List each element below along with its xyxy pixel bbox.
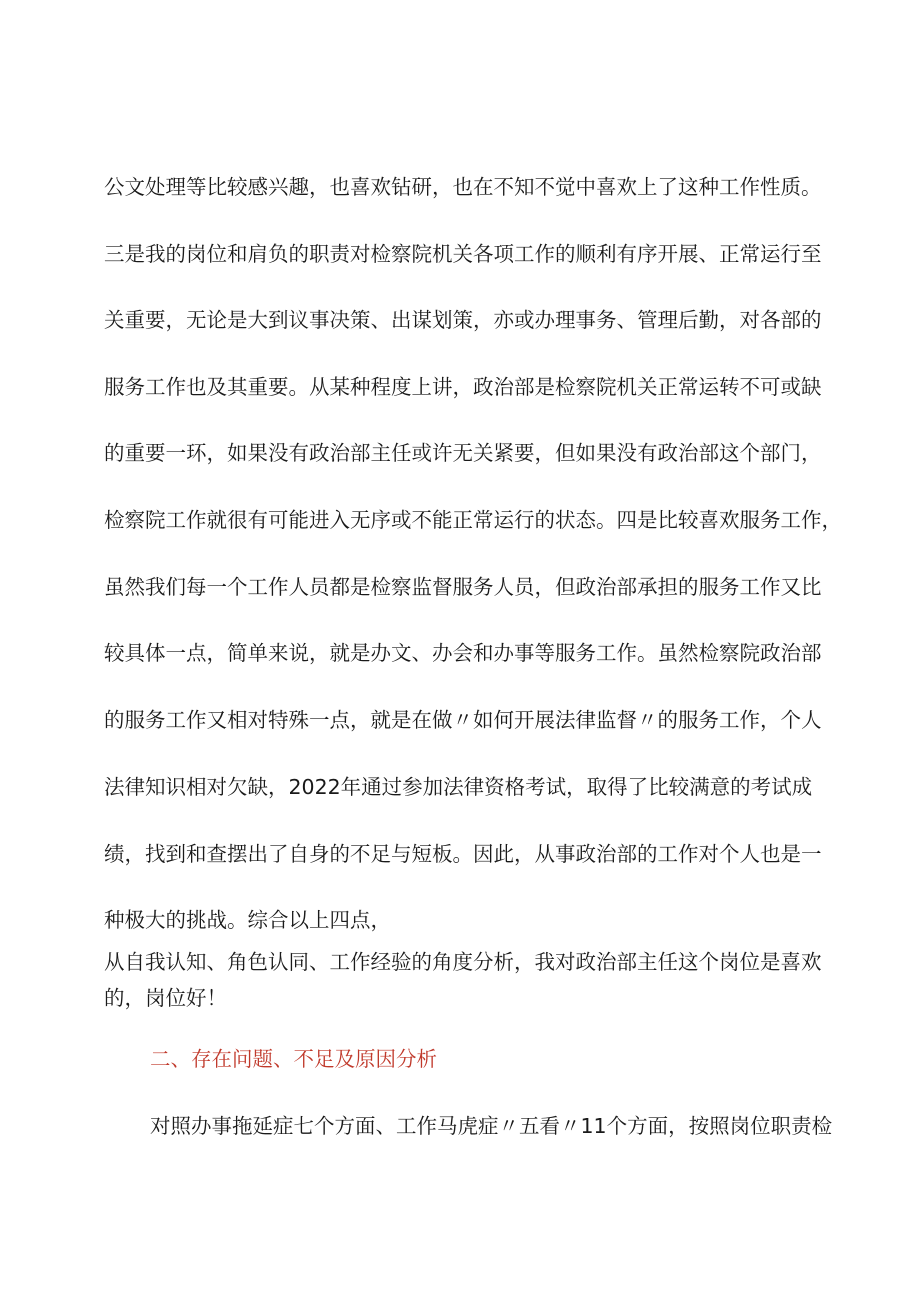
paragraph-line: 三是我的岗位和肩负的职责对检察院机关各项工作的顺利有序开展、正常运行至 [104, 242, 822, 266]
paragraph-line: 关重要，无论是大到议事决策、出谋划策，亦或办理事务、管理后勤，对各部的 [104, 308, 822, 332]
paragraph-line: 对照办事拖延症七个方面、工作马虎症〃五看〃11个方面，按照岗位职责检 [150, 1114, 833, 1138]
paragraph-line: 绩，找到和查摆出了自身的不足与短板。因此，从事政治部的工作对个人也是一 [104, 842, 822, 866]
paragraph-line: 的重要一环，如果没有政治部主任或许无关紧要，但如果没有政治部这个部门， [104, 441, 822, 465]
paragraph-line: 较具体一点，简单来说，就是办文、办会和办事等服务工作。虽然检察院政治部 [104, 641, 822, 665]
paragraph-line: 法律知识相对欠缺，2022年通过参加法律资格考试，取得了比较满意的考试成 [104, 775, 813, 799]
paragraph-line: 的服务工作又相对特殊一点，就是在做〃如何开展法律监督〃的服务工作，个人 [104, 708, 822, 732]
paragraph-line: 的，岗位好！ [104, 986, 227, 1010]
paragraph-line: 公文处理等比较感兴趣，也喜欢钻研，也在不知不觉中喜欢上了这种工作性质。 [104, 175, 822, 199]
paragraph-line: 检察院工作就很有可能进入无序或不能正常运行的状态。四是比较喜欢服务工作， [104, 508, 842, 532]
paragraph-line: 虽然我们每一个工作人员都是检察监督服务人员，但政治部承担的服务工作又比 [104, 575, 822, 599]
section-heading: 二、存在问题、不足及原因分析 [150, 1047, 437, 1071]
paragraph-line: 种极大的挑战。综合以上四点， [104, 908, 391, 932]
paragraph-line: 从自我认知、角色认同、工作经验的角度分析，我对政治部主任这个岗位是喜欢 [104, 950, 822, 974]
paragraph-line: 服务工作也及其重要。从某种程度上讲，政治部是检察院机关正常运转不可或缺 [104, 375, 822, 399]
